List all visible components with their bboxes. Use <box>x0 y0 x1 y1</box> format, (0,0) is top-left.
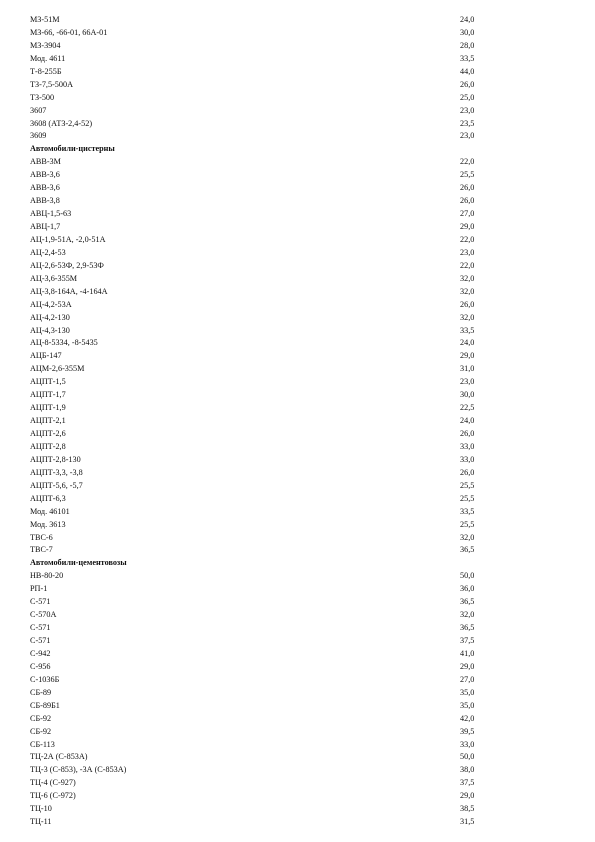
vehicle-name: АВВ-3,6 <box>30 183 60 193</box>
vehicle-name: ТЦ-3 (С-853), -3А (С-853А) <box>30 765 127 775</box>
rate-value: 26,0 <box>460 183 475 193</box>
rate-value: 25,5 <box>460 493 475 503</box>
table-row <box>30 570 500 583</box>
rate-value: 39,5 <box>460 726 475 736</box>
vehicle-name: С-570А <box>30 610 57 620</box>
rate-value: 33,5 <box>460 53 475 63</box>
vehicle-name: АВВ-3,8 <box>30 196 60 206</box>
vehicle-name: АВВ-3М <box>30 157 61 167</box>
rate-value: 36,5 <box>460 623 475 633</box>
table-row <box>30 363 500 376</box>
rate-value: 23,0 <box>460 131 475 141</box>
vehicle-name: АЦПТ-3,3, -3,8 <box>30 467 83 477</box>
vehicle-name: Мод. 46101 <box>30 506 70 516</box>
rate-value: 38,0 <box>460 765 475 775</box>
rate-value: 26,0 <box>460 299 475 309</box>
vehicle-name: АЦ-8-5334, -8-5435 <box>30 338 98 348</box>
table-row <box>30 635 500 648</box>
table-row <box>30 816 500 829</box>
rate-value: 50,0 <box>460 571 475 581</box>
vehicle-name: АЦПТ-5,6, -5,7 <box>30 480 83 490</box>
rate-value: 32,0 <box>460 532 475 542</box>
rate-value: 25,0 <box>460 92 475 102</box>
rate-value: 23,5 <box>460 118 475 128</box>
table-row <box>30 544 500 557</box>
table-row <box>30 350 500 363</box>
table-row <box>30 286 500 299</box>
vehicle-name: ТЗ-500 <box>30 92 55 102</box>
vehicle-name: ТВС-6 <box>30 532 53 542</box>
rate-value: 32,0 <box>460 286 475 296</box>
table-row <box>30 260 500 273</box>
rate-value: 33,0 <box>460 454 475 464</box>
vehicle-name: С-571 <box>30 597 51 607</box>
table-row <box>30 583 500 596</box>
rate-value: 32,0 <box>460 312 475 322</box>
rate-value: 37,5 <box>460 636 475 645</box>
vehicle-name: АЦПТ-1,5 <box>30 377 66 387</box>
vehicle-name: МЗ-66, -66-01, 66А-01 <box>30 27 108 37</box>
vehicle-name: РП-1 <box>30 584 48 594</box>
table-row <box>30 674 500 687</box>
table-row <box>30 325 500 338</box>
vehicle-name: СБ-89 <box>30 687 52 697</box>
vehicle-name: ТЦ-4 (С-927) <box>30 778 76 788</box>
rate-value: 26,0 <box>460 79 475 89</box>
table-row <box>30 376 500 389</box>
table-row <box>30 428 500 441</box>
table-row <box>30 493 500 506</box>
rate-value: 26,0 <box>460 196 475 206</box>
table-row <box>30 79 500 92</box>
table-row <box>30 105 500 118</box>
rate-value: 42,0 <box>460 713 475 723</box>
vehicle-name: АЦ-2,6-53Ф, 2,9-53Ф <box>30 260 104 270</box>
vehicle-name: ТЦ-6 (С-972) <box>30 791 76 801</box>
vehicle-name: СБ-92 <box>30 726 52 736</box>
table-row <box>30 221 500 234</box>
table-row <box>30 402 500 415</box>
rate-value: 36,0 <box>460 584 475 594</box>
table-row <box>30 648 500 661</box>
table-row <box>30 169 500 182</box>
table-row <box>30 312 500 325</box>
rate-value: 37,5 <box>460 778 475 788</box>
vehicle-name: С-942 <box>30 648 51 658</box>
table-row <box>30 53 500 66</box>
table-row <box>30 234 500 247</box>
vehicle-name: АЦ-4,2-53А <box>30 299 72 309</box>
table-row <box>30 467 500 480</box>
vehicle-name: АЦПТ-1,7 <box>30 390 66 400</box>
rate-value: 30,0 <box>460 390 475 400</box>
vehicle-name: АЦБ-147 <box>30 351 62 361</box>
rate-value: 30,0 <box>460 27 475 37</box>
vehicle-name: ТЦ-2А (С-853А) <box>30 752 88 762</box>
rate-value: 29,0 <box>460 791 475 801</box>
rate-value: 29,0 <box>460 222 475 231</box>
vehicle-name: АЦПТ-2,6 <box>30 429 66 438</box>
rate-value: 25,5 <box>460 519 475 529</box>
table-row <box>30 622 500 635</box>
vehicle-name: ТЦ-10 <box>30 804 52 814</box>
table-row <box>30 751 500 764</box>
vehicle-name: МЗ-51М <box>30 15 60 24</box>
vehicle-name: АЦПТ-1,9 <box>30 403 66 413</box>
table-row <box>30 790 500 803</box>
rate-value: 26,0 <box>460 467 475 477</box>
rate-value: 31,5 <box>460 817 475 827</box>
table-row <box>30 273 500 286</box>
table-row <box>30 337 500 350</box>
rate-value: 50,0 <box>460 752 475 762</box>
vehicle-name: АЦ-3,6-355М <box>30 273 78 283</box>
vehicle-name: ТВС-7 <box>30 545 53 555</box>
table-row <box>30 713 500 726</box>
rate-value: 35,0 <box>460 687 475 697</box>
vehicle-name: МЗ-3904 <box>30 40 61 50</box>
section-heading <box>30 143 500 156</box>
rate-value: 23,0 <box>460 247 475 257</box>
vehicle-name: С-571 <box>30 623 51 633</box>
rate-value: 23,0 <box>460 377 475 387</box>
vehicle-name: АЦ-1,9-51А, -2,0-51А <box>30 234 106 244</box>
rate-value: 31,0 <box>460 364 475 374</box>
rate-value: 33,5 <box>460 325 475 335</box>
vehicle-name: АЦ-2,4-53 <box>30 247 66 257</box>
table-row <box>30 661 500 674</box>
table-row <box>30 389 500 402</box>
table-row <box>30 182 500 195</box>
rate-value: 41,0 <box>460 648 475 658</box>
vehicle-name: Автомобили-цементовозы <box>30 558 127 568</box>
table-row <box>30 441 500 454</box>
table-row <box>30 92 500 105</box>
vehicle-name: ТЦ-11 <box>30 817 52 827</box>
rate-value: 23,0 <box>460 105 475 115</box>
rate-value: 29,0 <box>460 351 475 361</box>
vehicle-name: АЦПТ-2,1 <box>30 416 66 426</box>
vehicle-name: 3608 (АТЗ-2,4-52) <box>30 118 93 128</box>
table-row <box>30 803 500 816</box>
rate-value: 22,0 <box>460 157 475 167</box>
table-row <box>30 66 500 79</box>
rates-table <box>30 14 500 829</box>
rate-value: 22,0 <box>460 260 475 270</box>
vehicle-name: АВЦ-1,7 <box>30 222 61 231</box>
vehicle-name: Т-8-255Б <box>30 66 62 76</box>
table-row <box>30 726 500 739</box>
vehicle-name: АЦМ-2,6-355М <box>30 364 85 374</box>
table-row <box>30 299 500 312</box>
vehicle-name: ТЗ-7,5-500А <box>30 79 73 89</box>
vehicle-name: С-1036Б <box>30 674 60 684</box>
rate-value: 35,0 <box>460 700 475 710</box>
vehicle-name: АЦПТ-6,3 <box>30 493 66 503</box>
table-row <box>30 415 500 428</box>
rate-value: 27,0 <box>460 674 475 684</box>
rate-value: 33,0 <box>460 441 475 451</box>
rate-value: 24,0 <box>460 15 475 24</box>
vehicle-name: 3609 <box>30 131 47 141</box>
table-row <box>30 247 500 260</box>
section-heading <box>30 557 500 570</box>
table-row <box>30 739 500 752</box>
vehicle-name: СБ-92 <box>30 713 52 723</box>
vehicle-name: СБ-113 <box>30 739 55 749</box>
table-row <box>30 130 500 143</box>
rate-value: 33,0 <box>460 739 475 749</box>
rate-value: 27,0 <box>460 209 475 219</box>
rate-value: 33,5 <box>460 506 475 516</box>
vehicle-name: С-571 <box>30 636 51 645</box>
table-row <box>30 195 500 208</box>
table-row <box>30 764 500 777</box>
vehicle-name: СБ-89Б1 <box>30 700 60 710</box>
rate-value: 22,5 <box>460 403 475 413</box>
vehicle-name: Автомобили-цистерны <box>30 144 115 154</box>
table-row <box>30 519 500 532</box>
rate-value: 44,0 <box>460 66 475 76</box>
rate-value: 22,0 <box>460 234 475 244</box>
vehicle-name: 3607 <box>30 105 47 115</box>
rate-value: 38,5 <box>460 804 475 814</box>
table-row <box>30 208 500 221</box>
vehicle-name: С-956 <box>30 661 51 671</box>
rate-value: 36,5 <box>460 545 475 555</box>
table-row <box>30 27 500 40</box>
rate-value: 25,5 <box>460 170 475 180</box>
rate-value: 26,0 <box>460 429 475 438</box>
table-row <box>30 596 500 609</box>
vehicle-name: НВ-80-20 <box>30 571 64 581</box>
table-row <box>30 14 500 27</box>
rate-value: 36,5 <box>460 597 475 607</box>
table-row <box>30 454 500 467</box>
table-row <box>30 480 500 493</box>
table-row <box>30 777 500 790</box>
vehicle-name: АЦПТ-2,8-130 <box>30 454 81 464</box>
vehicle-name: АЦ-4,2-130 <box>30 312 70 322</box>
table-row <box>30 118 500 131</box>
vehicle-name: АВВ-3,6 <box>30 170 60 180</box>
rate-value: 24,0 <box>460 416 475 426</box>
table-row <box>30 506 500 519</box>
table-row <box>30 532 500 545</box>
table-row <box>30 156 500 169</box>
table-row <box>30 609 500 622</box>
vehicle-name: Мод. 3613 <box>30 519 66 529</box>
rate-value: 32,0 <box>460 610 475 620</box>
rate-value: 25,5 <box>460 480 475 490</box>
vehicle-name: АЦ-4,3-130 <box>30 325 70 335</box>
rate-value: 32,0 <box>460 273 475 283</box>
table-row <box>30 687 500 700</box>
rate-value: 29,0 <box>460 661 475 671</box>
table-row <box>30 700 500 713</box>
rate-value: 28,0 <box>460 40 475 50</box>
vehicle-name: АВЦ-1,5-63 <box>30 209 72 219</box>
rate-value: 24,0 <box>460 338 475 348</box>
vehicle-name: АЦПТ-2,8 <box>30 441 66 451</box>
vehicle-name: АЦ-3,8-164А, -4-164А <box>30 286 108 296</box>
vehicle-name: Мод. 4611 <box>30 53 66 63</box>
table-row <box>30 40 500 53</box>
